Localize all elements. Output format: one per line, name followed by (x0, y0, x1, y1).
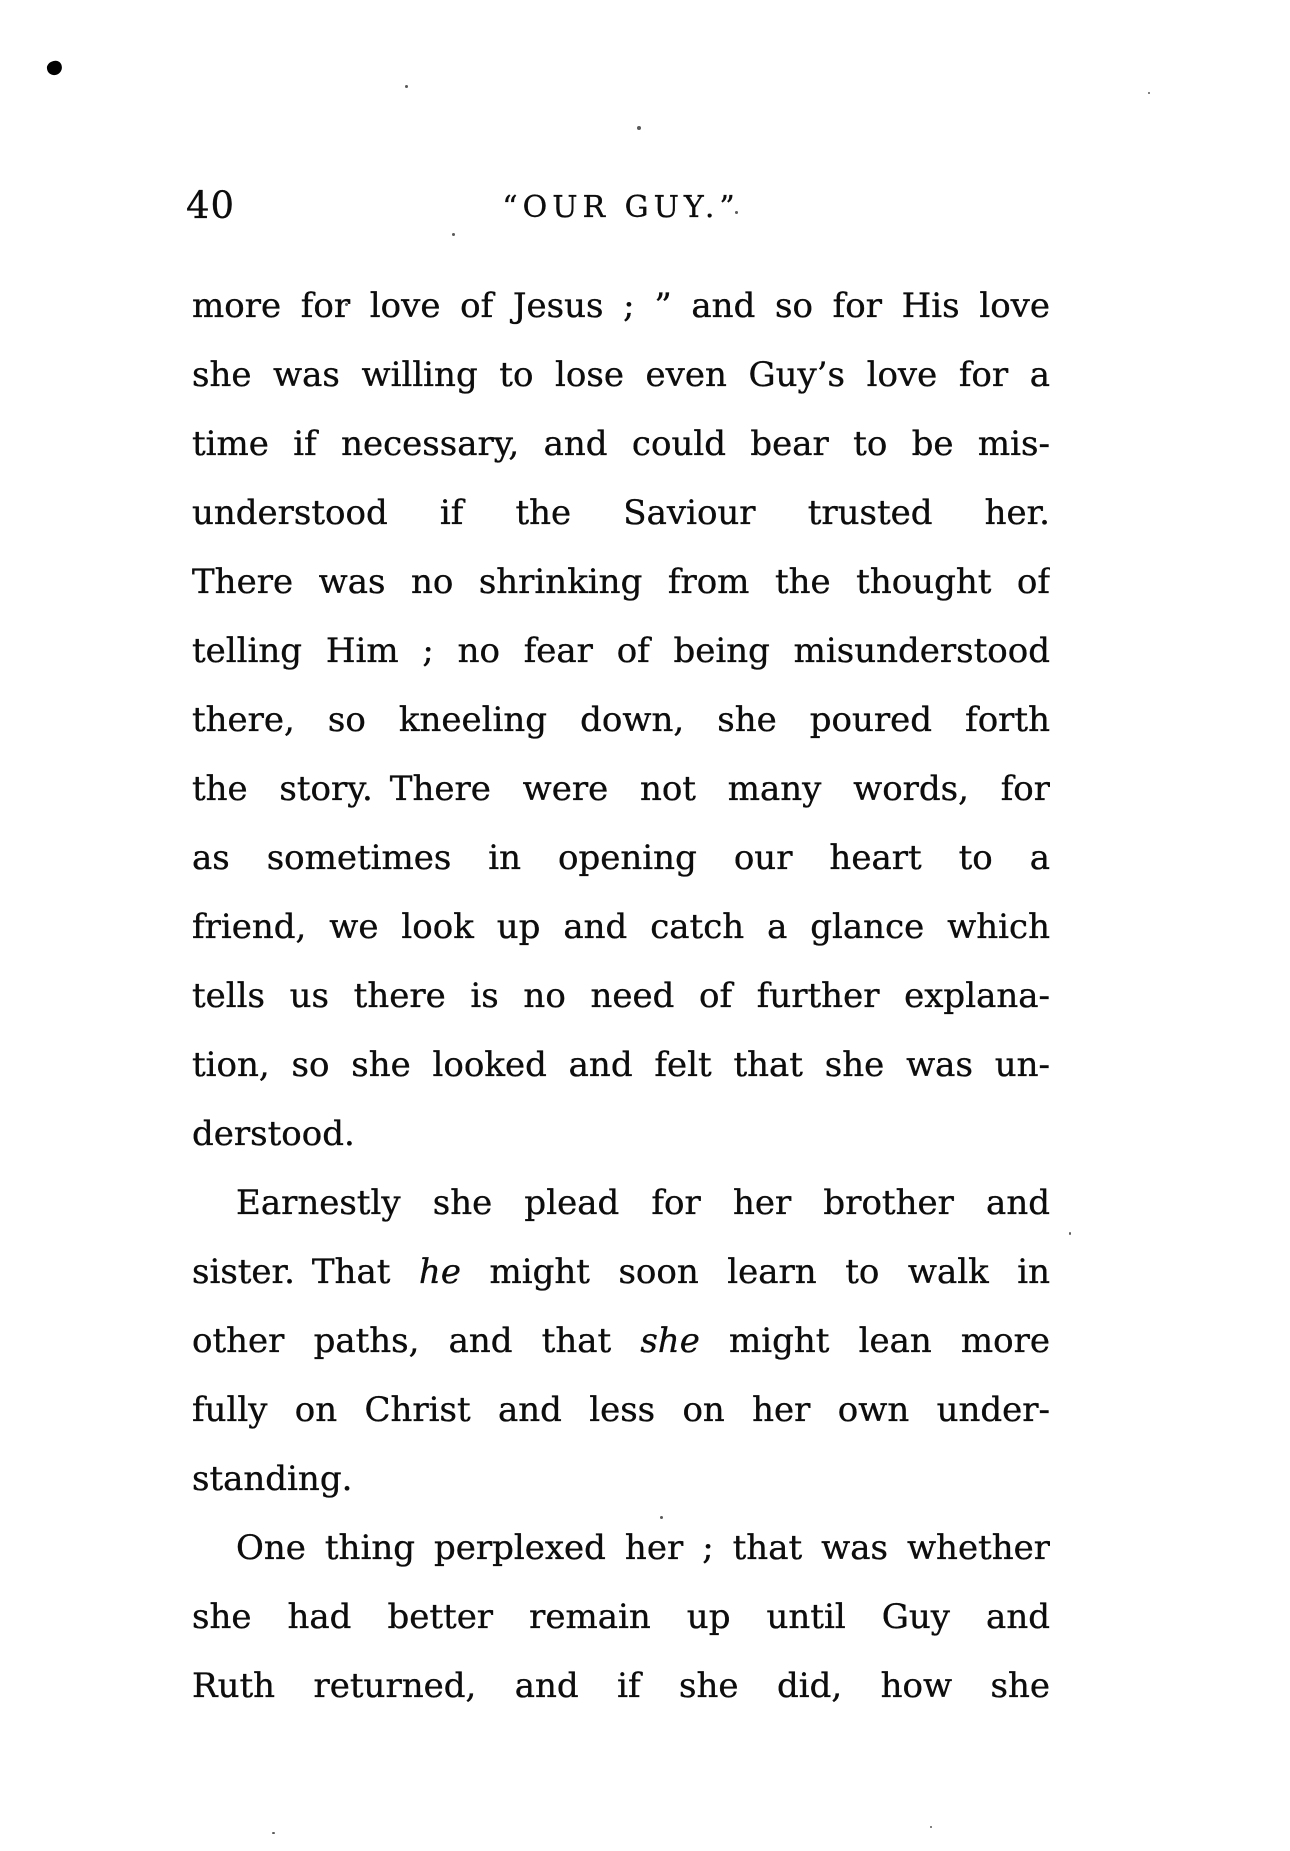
text-segment: fully on Christ and less on her own under- (192, 1390, 1050, 1430)
scan-speck (930, 1826, 932, 1828)
text-segment: tion, so she looked and felt that she was un- (192, 1045, 1050, 1085)
text-segment: there, so kneeling down, she poured forth (192, 700, 1050, 740)
italic-text-segment: she (640, 1321, 700, 1361)
text-line (192, 1583, 1050, 1652)
text-segment: more for love of Jesus ; ” and so for His love (192, 286, 1050, 326)
text-segment: One thing perplexed her ; that was whether (236, 1528, 1050, 1568)
page-header (186, 184, 1050, 230)
text-segment: the story. There were not many words, for (192, 769, 1050, 809)
text-segment: There was no shrinking from the thought of (192, 562, 1050, 602)
text-segment: time if necessary, and could bear to be mis- (192, 424, 1050, 464)
text-line (192, 1445, 1050, 1514)
scan-speck (1069, 1232, 1071, 1235)
text-line (192, 1031, 1050, 1100)
text-line (192, 1307, 1050, 1376)
scan-speck (637, 126, 641, 130)
text-segment: might lean more (699, 1321, 1050, 1361)
text-line (192, 686, 1050, 755)
text-line (192, 1652, 1050, 1721)
text-segment: she was willing to lose even Guy’s love for a (192, 355, 1050, 395)
text-line (192, 617, 1050, 686)
text-segment: as sometimes in opening our heart to a (192, 838, 1050, 878)
page-number: 40 (186, 184, 236, 227)
page-body (192, 272, 1050, 1721)
text-segment: she had better remain up until Guy and (192, 1597, 1050, 1637)
text-line (192, 893, 1050, 962)
text-line (192, 1169, 1050, 1238)
text-line (192, 1514, 1050, 1583)
scan-speck (405, 85, 408, 88)
text-line (192, 1376, 1050, 1445)
text-line (192, 272, 1050, 341)
text-segment: other paths, and that (192, 1321, 641, 1361)
ink-blot-artifact (46, 60, 64, 77)
text-segment: standing. (192, 1459, 353, 1499)
text-line (192, 962, 1050, 1031)
text-line (192, 1238, 1050, 1307)
scan-speck (452, 233, 455, 236)
text-segment: Ruth returned, and if she did, how she (192, 1666, 1050, 1706)
text-line (192, 341, 1050, 410)
italic-text-segment: he (418, 1252, 461, 1292)
text-segment: might soon learn to walk in (460, 1252, 1050, 1292)
text-segment: sister. That (192, 1252, 419, 1292)
running-title: “OUR GUY.” (502, 190, 740, 225)
text-line (192, 824, 1050, 893)
scan-speck (1148, 92, 1150, 94)
paragraph (192, 1514, 1050, 1721)
scan-speck (272, 1832, 275, 1834)
text-line (192, 410, 1050, 479)
text-line (192, 1100, 1050, 1169)
text-segment: telling Him ; no fear of being misunderstood (192, 631, 1050, 671)
text-segment: derstood. (192, 1114, 355, 1154)
paragraph (192, 1169, 1050, 1514)
text-segment: Earnestly she plead for her brother and (236, 1183, 1050, 1223)
paragraph (192, 272, 1050, 1169)
text-segment: tells us there is no need of further explana- (192, 976, 1050, 1016)
text-line (192, 479, 1050, 548)
text-line (192, 548, 1050, 617)
text-segment: understood if the Saviour trusted her. (192, 493, 1050, 533)
text-line (192, 755, 1050, 824)
text-segment: friend, we look up and catch a glance which (192, 907, 1050, 947)
